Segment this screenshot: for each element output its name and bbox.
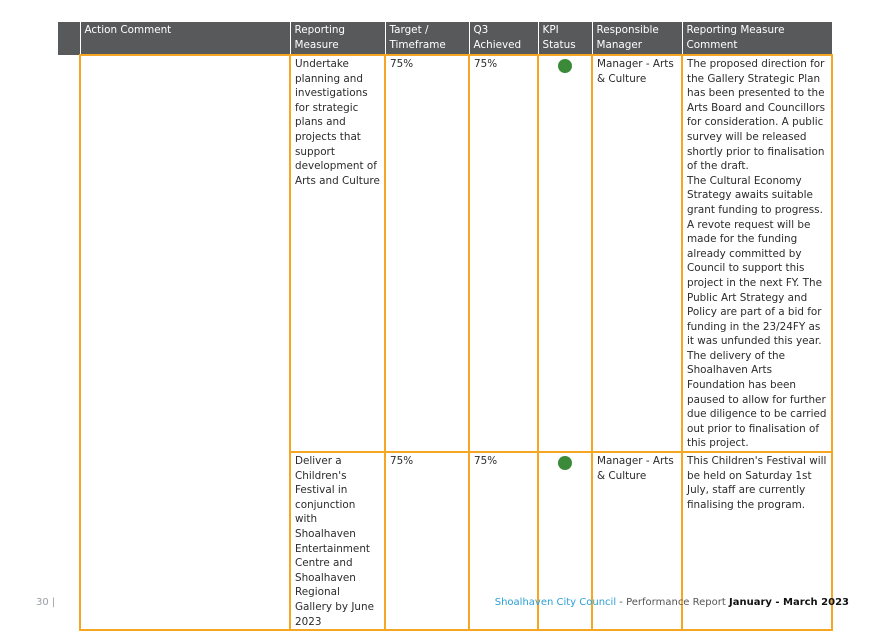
page-footer (0, 596, 888, 610)
kpi-status-cell (538, 55, 592, 452)
report-period: January - March 2023 (728, 597, 849, 608)
achieved-cell: 75% (469, 55, 538, 452)
page-number-text: 30 (36, 597, 49, 608)
measure-cell: Undertake planning and investigations for strategic plans and projects that support development of Arts and Culture (290, 55, 385, 452)
performance-table (58, 22, 833, 631)
header-q3-achieved: Q3 Achieved (469, 22, 538, 55)
rm-comment-cell: This Children's Festival will be held on Saturday 1st July, staff are currently finalising the program. (682, 452, 832, 630)
measure-cell: Deliver a Children's Festival in conjunction with Shoalhaven Entertainment Centre and Shoalhaven Regional Gallery by June 2023 (290, 452, 385, 630)
rm-comment-cell: The proposed direction for the Gallery Strategic Plan has been presented to the Arts Board and Councillors for consideration. A public survey will be released shortly prior to finalisation of the draft. The Cultural Economy Strategy awaits suitable grant funding to progress. A revote request will be made for the funding already committed by Council to support this project in the next FY. The Public Art Strategy and Policy are part of a bid for funding in the 23/24FY as it was unfunded this year. The delivery of the Shoalhaven Arts Foundation has been paused to allow for further due diligence to be carried out prior to finalisation of this project. (682, 55, 832, 452)
row-stub (58, 55, 80, 630)
header-stub (58, 22, 80, 55)
kpi-status-green-icon (558, 59, 572, 73)
kpi-status-green-icon (558, 456, 572, 470)
target-cell: 75% (385, 55, 469, 452)
header-responsible-manager: Responsible Manager (592, 22, 682, 55)
header-target: Target / Timeframe (385, 22, 469, 55)
header-rm-comment: Reporting Measure Comment (682, 22, 832, 55)
page-number-separator: | (51, 597, 56, 608)
footer-report-info (495, 596, 849, 610)
header-reporting-measure: Reporting Measure (290, 22, 385, 55)
manager-cell: Manager - Arts & Culture (592, 452, 682, 630)
header-kpi-status: KPI Status (538, 22, 592, 55)
footer-dash: - (619, 597, 623, 608)
table-row (58, 55, 832, 452)
manager-cell: Manager - Arts & Culture (592, 55, 682, 452)
header-action-comment: Action Comment (80, 22, 290, 55)
page-number (36, 596, 55, 610)
achieved-cell: 75% (469, 452, 538, 630)
council-name: Shoalhaven City Council (494, 597, 617, 608)
target-cell: 75% (385, 452, 469, 630)
action-comment-cell (80, 55, 290, 630)
header-row (58, 22, 832, 55)
report-title: Performance Report (626, 597, 726, 608)
